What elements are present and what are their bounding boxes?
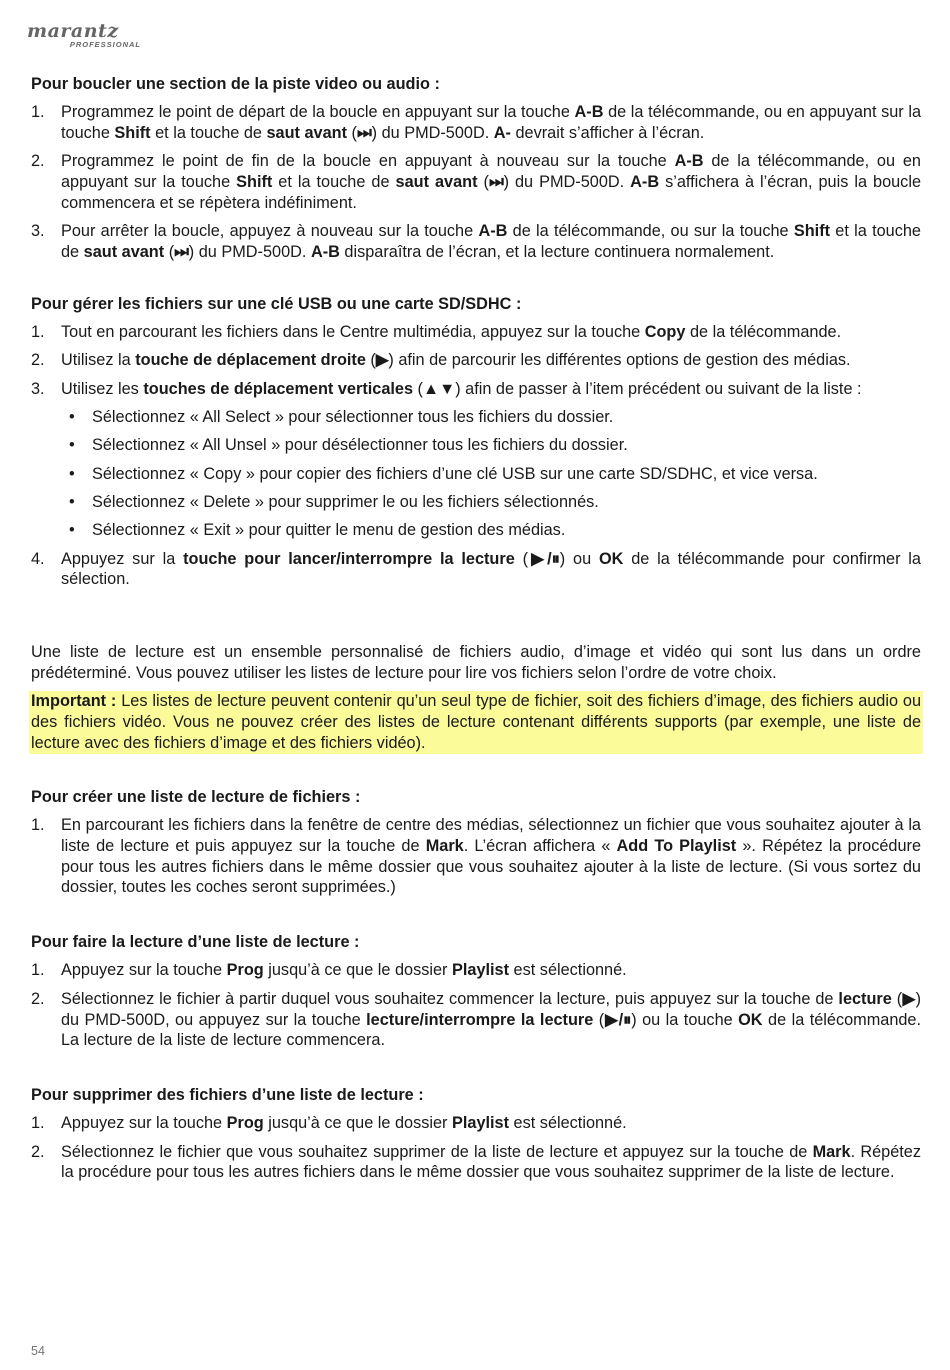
key-name: Mark: [425, 836, 464, 855]
key-name: touche pour lancer/interrompre la lecture: [183, 549, 515, 568]
key-name: saut avant: [395, 173, 478, 192]
step-text: (: [164, 243, 175, 262]
list-item: [31, 815, 921, 898]
step-text: ) afin de parcourir les différentes options de gestion des médias.: [388, 351, 851, 370]
key-name: Shift: [114, 124, 151, 143]
step-text: Appuyez sur la touche: [61, 1114, 227, 1133]
list-item: [31, 1142, 921, 1184]
important-text: Les listes de lecture peuvent contenir qu’un seul type de fichier, soit des fichiers d’image, des fichiers audio ou des fichiers vidéo. Vous ne pouvez créer des listes de lecture contenant différents supports (par exemple, une liste de lecture avec des fichiers d’image et des fichiers vidéo).: [31, 692, 922, 752]
key-name: saut avant: [83, 243, 165, 262]
step-text: devrait s’afficher à l’écran.: [510, 124, 705, 143]
key-name: A-B: [630, 173, 660, 192]
step-text: Appuyez sur la touche: [61, 961, 227, 980]
step-text: Utilisez les: [61, 379, 144, 398]
step-text: et la touche de: [61, 222, 921, 262]
page-number: 54: [31, 1344, 45, 1358]
important-note: [29, 691, 923, 753]
step-text: de la télécommande pour confirmer la sélection.: [61, 549, 921, 589]
bullet-text: Sélectionnez « All Select » pour sélectionner tous les fichiers du dossier.: [92, 408, 614, 427]
step-text: . Répétez la procédure pour tous les autres fichiers dans le même dossier que vous souhaitez supprimer de la liste de lecture.: [61, 1142, 921, 1182]
key-name: A-: [493, 124, 511, 143]
key-name: Shift: [793, 222, 831, 241]
step-text: de la télécommande.: [685, 323, 842, 342]
list-item: [31, 464, 921, 485]
play-pause-icon: ▶/⏸: [604, 1010, 632, 1029]
key-name: OK: [738, 1010, 763, 1029]
step-text: de la télécommande, ou en appuyant sur la touche: [61, 103, 921, 143]
key-name: Shift: [236, 173, 273, 192]
step-number: 4.: [31, 549, 45, 568]
screen-message: Add To Playlist: [616, 836, 737, 855]
step-text: et la touche de: [150, 124, 267, 143]
playlist-intro: Une liste de lecture est un ensemble personnalisé de fichiers audio, d’image et vidéo qui sont lus dans un ordre prédéterminé. Vous pouvez utiliser les listes de lecture pour lire vos fichiers selon l’ordre de votre choix.: [31, 643, 921, 682]
key-name: Prog: [226, 961, 264, 980]
up-down-arrows-icon: ▲▼: [422, 379, 456, 398]
bullet-text: Sélectionnez « All Unsel » pour désélectionner tous les fichiers du dossier.: [92, 436, 628, 455]
list-item: [31, 221, 921, 263]
key-name: Prog: [226, 1114, 264, 1133]
key-name: lecture/interrompre la lecture: [366, 1010, 594, 1029]
step-number: 1.: [31, 1114, 45, 1133]
logo-wordmark: marantz: [27, 20, 119, 42]
step-text: et la touche de: [272, 173, 396, 192]
list-item: [31, 350, 921, 371]
files-steps: [31, 322, 921, 399]
step-text: Programmez le point de départ de la boucle en appuyant sur la touche: [61, 103, 575, 122]
section-heading-loop: Pour boucler une section de la piste video ou audio :: [31, 75, 440, 93]
step-text: Utilisez la: [61, 351, 136, 370]
step-text: Sélectionnez le fichier à partir duquel vous souhaitez commencer la lecture, puis appuyez sur la touche de: [61, 989, 839, 1008]
step-text: jusqu’à ce que le dossier: [263, 1114, 452, 1133]
key-name: saut avant: [266, 124, 348, 143]
step-number: 1.: [31, 815, 45, 834]
step-text: (: [413, 379, 423, 398]
key-name: Mark: [812, 1142, 851, 1161]
loop-steps: [31, 102, 921, 263]
step-text: de la télécommande, ou en appuyant sur la touche: [61, 152, 921, 192]
list-item: [31, 435, 921, 456]
list-item: [31, 1113, 921, 1134]
brand-logo: [27, 22, 147, 49]
key-name: A-B: [674, 152, 704, 171]
step-text: ) ou la touche: [631, 1010, 739, 1029]
step-number: 2.: [31, 1142, 45, 1161]
step-text: ) afin de passer à l’item précédent ou suivant de la liste :: [455, 379, 862, 398]
skip-forward-icon: ⏭: [356, 124, 372, 143]
step-text: ». Répétez la procédure pour tous les autres fichiers dans le même dossier que vous souhaitez ajouter à la liste de lecture. (Si vous sortez du dossier, toutes les coches seront supprimées.): [61, 836, 921, 897]
step-text: jusqu’à ce que le dossier: [263, 961, 452, 980]
key-name: A-B: [310, 243, 340, 262]
step-text: disparaîtra de l’écran, et la lecture continuera normalement.: [339, 243, 775, 262]
folder-name: Playlist: [452, 1114, 510, 1133]
list-item: [31, 407, 921, 428]
step-text: Appuyez sur la: [61, 549, 184, 568]
bullet-text: Sélectionnez « Exit » pour quitter le menu de gestion des médias.: [92, 521, 566, 540]
section-heading-files: Pour gérer les fichiers sur une clé USB ou une carte SD/SDHC :: [31, 294, 522, 313]
bullet-icon: •: [69, 521, 75, 540]
skip-forward-icon: ⏭: [488, 173, 504, 192]
key-name: A-B: [478, 222, 508, 241]
step-text: . L’écran affichera «: [463, 836, 617, 855]
step-text: ) ou: [559, 549, 599, 568]
step-text: est sélectionné.: [509, 961, 627, 980]
key-name: OK: [598, 549, 624, 568]
list-item: [31, 322, 921, 343]
step-text: (: [593, 1010, 605, 1029]
step-number: 2.: [31, 351, 45, 370]
list-item: [31, 102, 921, 144]
step-text: ) du PMD-500D.: [503, 173, 631, 192]
step-text: (: [477, 173, 489, 192]
step-text: s’affichera à l’écran, puis la boucle commencera et se répètera indéfiniment.: [61, 173, 921, 212]
key-name: touches de déplacement verticales: [143, 379, 414, 398]
right-arrow-icon: ▶: [375, 351, 389, 370]
folder-name: Playlist: [452, 961, 510, 980]
list-item: [31, 151, 921, 213]
key-name: touche de déplacement droite: [135, 351, 366, 370]
key-name: lecture: [838, 989, 892, 1008]
step-text: Pour arrêter la boucle, appuyez à nouveau sur la touche: [61, 222, 479, 241]
step-text: (: [347, 124, 357, 143]
step-text: ) du PMD-500D.: [188, 243, 311, 262]
step-text: En parcourant les fichiers dans la fenêtre de centre des médias, sélectionnez un fichier que vous souhaitez ajouter à la liste de lecture et puis appuyez sur la touche de: [61, 815, 921, 855]
list-item: [31, 989, 921, 1051]
bullet-text: Sélectionnez « Copy » pour copier des fichiers d’une clé USB sur une carte SD/SDHC, et vice versa.: [92, 464, 818, 483]
step-number: 1.: [31, 961, 45, 980]
list-item: [31, 379, 921, 400]
important-label: Important :: [31, 692, 117, 711]
key-name: A-B: [574, 103, 604, 122]
section-heading-create: Pour créer une liste de lecture de fichiers :: [31, 787, 361, 806]
step-number: 2.: [31, 152, 45, 171]
step-text: ) du PMD-500D, ou appuyez sur la touche: [61, 989, 921, 1029]
step-number: 1.: [31, 103, 45, 122]
step-number: 2.: [31, 989, 45, 1008]
files-step-4: [31, 549, 921, 591]
step-text: ) du PMD-500D.: [371, 124, 494, 143]
skip-forward-icon: ⏭: [174, 243, 189, 262]
section-heading-delete: Pour supprimer des fichiers d’une liste de lecture :: [31, 1086, 424, 1105]
list-item: [31, 520, 921, 541]
key-name: Copy: [644, 323, 686, 342]
play-icon: ▶: [902, 989, 916, 1008]
play-steps: [31, 960, 921, 1051]
step-text: Sélectionnez le fichier que vous souhaitez supprimer de la liste de lecture et appuyez sur la touche de: [61, 1142, 813, 1161]
step-number: 1.: [31, 323, 45, 342]
step-text: (: [891, 989, 903, 1008]
bullet-icon: •: [69, 492, 75, 511]
step-text: est sélectionné.: [509, 1114, 627, 1133]
bullet-icon: •: [69, 464, 75, 483]
step-text: (: [514, 549, 529, 568]
delete-steps: [31, 1113, 921, 1183]
bullet-icon: •: [69, 408, 75, 427]
options-list: [31, 407, 921, 541]
step-text: (: [365, 351, 376, 370]
step-text: de la télécommande, ou sur la touche: [507, 222, 794, 241]
bullet-icon: •: [69, 436, 75, 455]
bullet-text: Sélectionnez « Delete » pour supprimer le ou les fichiers sélectionnés.: [92, 492, 599, 511]
step-text: Programmez le point de fin de la boucle en appuyant à nouveau sur la touche: [61, 152, 675, 171]
list-item: [31, 960, 921, 981]
page-content: [31, 74, 921, 1183]
step-number: 3.: [31, 222, 45, 241]
step-text: de la télécommande. La lecture de la liste de lecture commencera.: [61, 1010, 922, 1050]
step-text: Tout en parcourant les fichiers dans le Centre multimédia, appuyez sur la touche: [61, 323, 645, 342]
list-item: [31, 492, 921, 513]
play-pause-icon: ▶/⏸: [528, 549, 560, 568]
list-item: [31, 549, 921, 591]
section-heading-play: Pour faire la lecture d’une liste de lecture :: [31, 933, 360, 952]
create-steps: [31, 815, 921, 898]
logo-subtitle: PROFESSIONAL: [69, 40, 141, 49]
step-number: 3.: [31, 379, 45, 398]
